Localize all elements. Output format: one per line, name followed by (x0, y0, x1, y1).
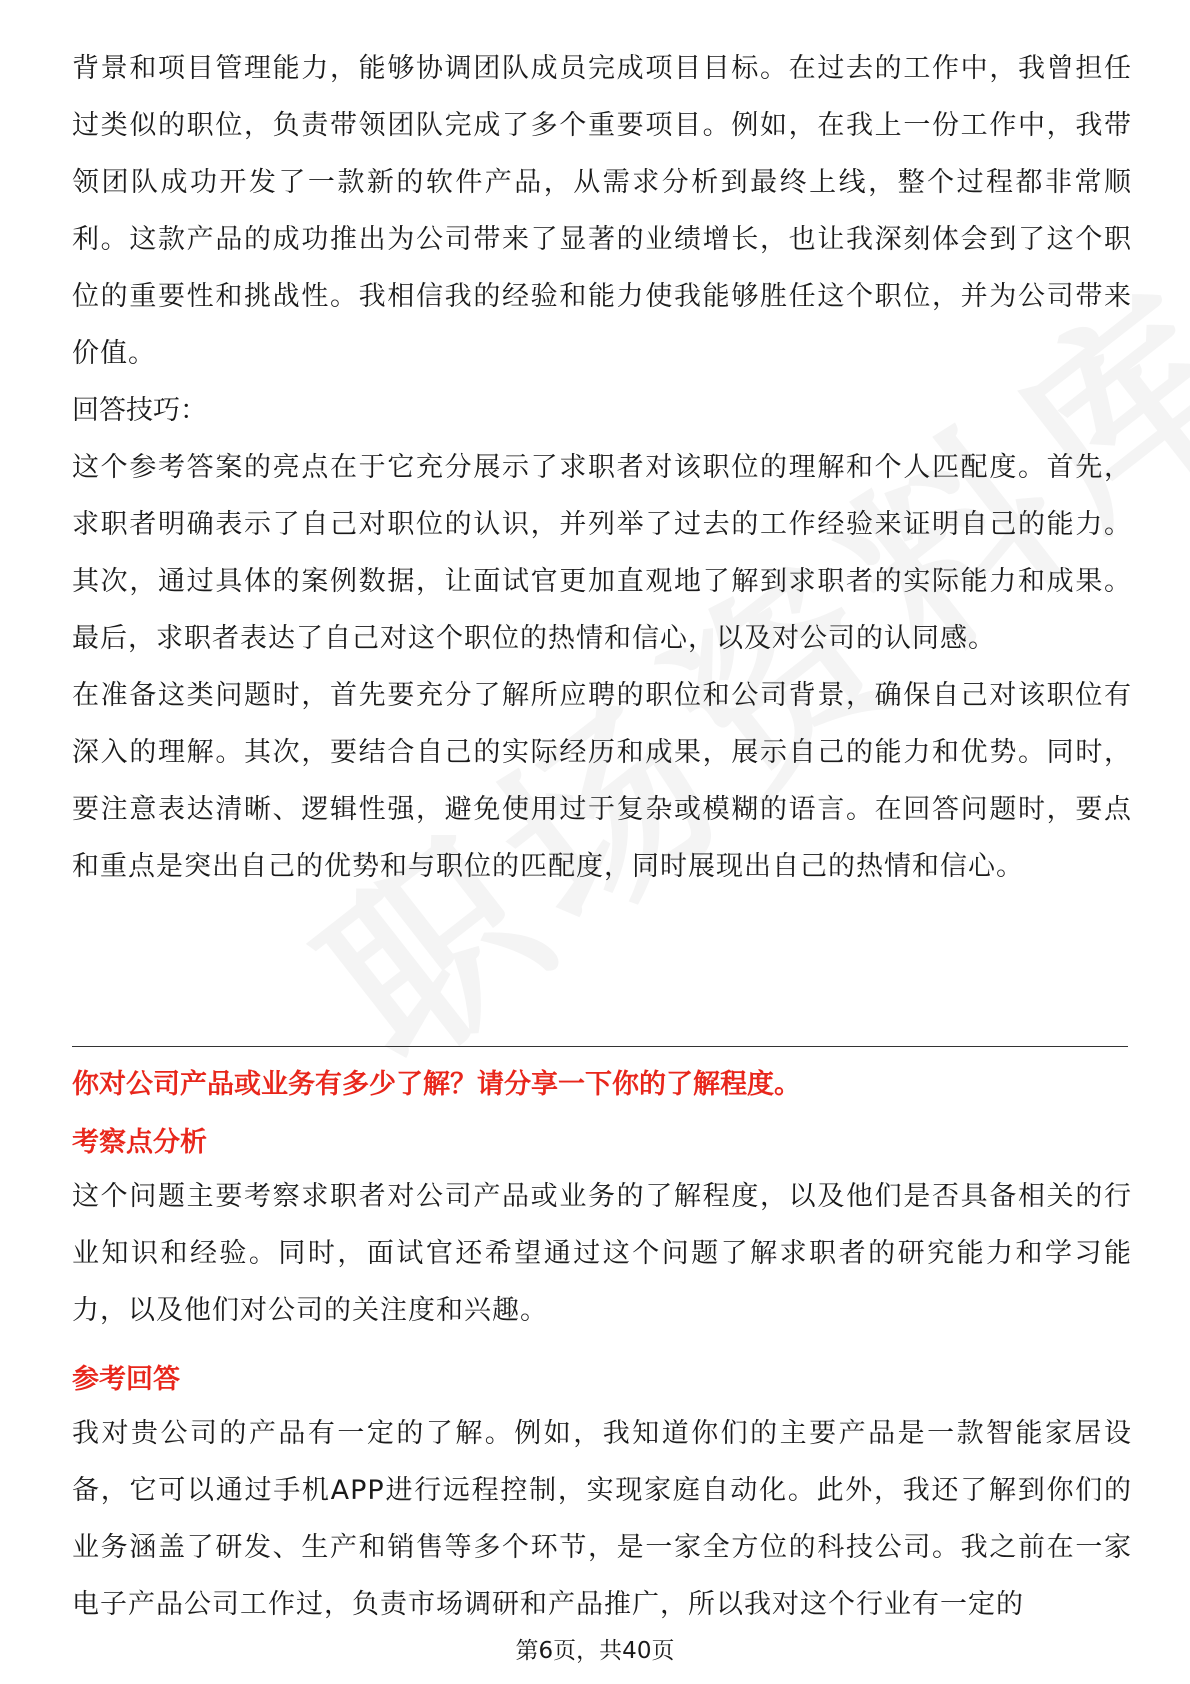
analysis-text: 这个问题主要考察求职者对公司产品或业务的了解程度，以及他们是否具备相关的行业知识和经验。同时，面试官还希望通过这个问题了解求职者的研究能力和学习能力，以及他们对公司的关注度和兴趣。 (72, 1181, 1132, 1326)
page-number: 第6页，共40页 (515, 1638, 675, 1664)
paragraph: 这个参考答案的亮点在于它充分展示了求职者对该职位的理解和个人匹配度。首先，求职者明确表示了自己对职位的认识，并列举了过去的工作经验来证明自己的能力。其次，通过具体的案例数据，让面试官更加直观地了解到求职者的实际能力和成果。最后，求职者表达了自己对这个职位的热情和信心，以及对公司的认同感。 (72, 452, 1132, 654)
paragraph: 在准备这类问题时，首先要充分了解所应聘的职位和公司背景，确保自己对该职位有深入的理解。其次，要结合自己的实际经历和成果，展示自己的能力和优势。同时，要注意表达清晰、逻辑性强，避免使用过于复杂或模糊的语言。在回答问题时，要点和重点是突出自己的优势和与职位的匹配度，同时展现出自己的热情和信心。 (72, 680, 1132, 882)
divider (72, 1046, 1128, 1047)
tips-label: 回答技巧： (72, 395, 207, 426)
paragraph: 背景和项目管理能力，能够协调团队成员完成项目目标。在过去的工作中，我曾担任过类似的职位，负责带领团队完成了多个重要项目。例如，在我上一份工作中，我带领团队成功开发了一款新的软件产品，从需求分析到最终上线，整个过程都非常顺利。这款产品的成功推出为公司带来了显著的业绩增长，也让我深刻体会到了这个职位的重要性和挑战性。我相信我的经验和能力使我能够胜任这个职位，并为公司带来价值。 (72, 53, 1132, 369)
analysis-title: 考察点分析 (72, 1127, 207, 1158)
analysis-section (72, 1118, 1132, 1339)
reference-title: 参考回答 (72, 1364, 180, 1395)
page-body (72, 40, 1132, 895)
reference-section (72, 1355, 1132, 1633)
question-heading: 你对公司产品或业务有多少了解？请分享一下你的了解程度。 (72, 1069, 801, 1100)
reference-text: 我对贵公司的产品有一定的了解。例如，我知道你们的主要产品是一款智能家居设备，它可以通过手机APP进行远程控制，实现家庭自动化。此外，我还了解到你们的业务涵盖了研发、生产和销售等多个环节，是一家全方位的科技公司。我之前在一家电子产品公司工作过，负责市场调研和产品推广，所以我对这个行业有一定的 (72, 1418, 1132, 1620)
